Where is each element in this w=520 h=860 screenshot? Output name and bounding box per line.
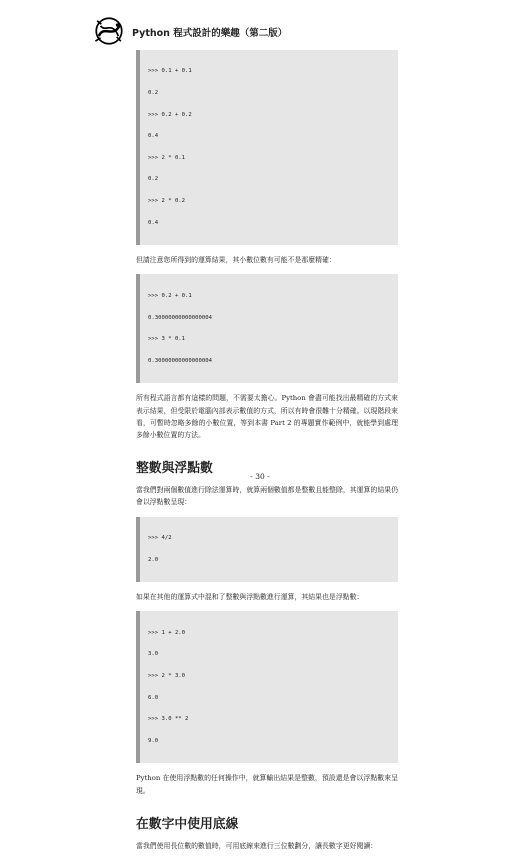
- book-title: Python 程式設計的樂趣（第二版）: [132, 28, 288, 39]
- code-line: >>> 0.2 + 0.2: [148, 111, 192, 118]
- code-block-2: [136, 274, 398, 383]
- code-line: >>> 3.0 ** 2: [148, 716, 189, 723]
- section-heading: 整數與浮點數: [136, 461, 213, 477]
- code-line: 6.0: [148, 694, 159, 701]
- code-line: 0.4: [148, 133, 159, 140]
- code-line: >>> 3 * 0.1: [148, 336, 186, 343]
- code-line: >>> 2 * 0.2: [148, 198, 186, 205]
- code-block-4: [136, 611, 398, 763]
- paragraph: 所有程式語言都有這樣的問題，不需要太擔心。Python 會盡可能找出最精確的方式來表示結果，但受限於電腦內部表示數值的方式，所以有時會很難十分精確。以現階段來看，可暫時忽略多餘的小數位置，等到本書 Part 2 的專題實作範例中，就能學到處理多餘小數位置的方法。: [136, 394, 398, 439]
- code-line: >>> 0.2 + 0.1: [148, 292, 192, 299]
- code-line: >>> 1 + 2.0: [148, 629, 186, 636]
- code-block-1: [136, 50, 398, 245]
- paragraph: 當我們對兩個數值進行除法運算時，就算兩個數值都是整數且能整除，其運算的結果仍會以浮點數呈現：: [136, 486, 398, 507]
- section-heading: 在數字中使用底線: [136, 816, 239, 832]
- code-line: >>> 2 * 3.0: [148, 673, 186, 679]
- code-line: 0.2: [148, 90, 159, 97]
- code-line: 0.30000000000000004: [148, 314, 212, 321]
- code-line: 0.2: [148, 176, 159, 183]
- code-line: 9.0: [148, 737, 159, 744]
- code-line: >>> 0.1 + 0.1: [148, 68, 192, 75]
- paragraph: 當我們使用長位數的數值時，可用底線來進行三位數劃分，讓長數字更好閱讀：: [136, 841, 378, 850]
- code-line: 0.4: [148, 219, 159, 226]
- page-header: [92, 14, 287, 48]
- page-content: [136, 50, 398, 860]
- page-number: - 30 -: [250, 472, 270, 481]
- paragraph: 但請注意您所得到的運算結果，其小數位數有可能不是那麼精確：: [136, 256, 336, 265]
- code-line: >>> 2 * 0.1: [148, 154, 186, 161]
- code-line: 2.0: [148, 556, 159, 563]
- code-line: 3.0: [148, 651, 159, 658]
- paragraph: Python 在使用浮點數的任何操作中，就算輸出結果是整數，預設還是會以浮點數來呈現。: [136, 774, 398, 795]
- code-line: 0.30000000000000004: [148, 357, 212, 364]
- snake-icon: [92, 14, 126, 48]
- code-block-3: [136, 517, 398, 583]
- code-line: >>> 4/2: [148, 534, 172, 541]
- paragraph: 如果在其他的運算式中混和了整數與浮點數進行運算，其結果也是浮點數：: [136, 593, 364, 602]
